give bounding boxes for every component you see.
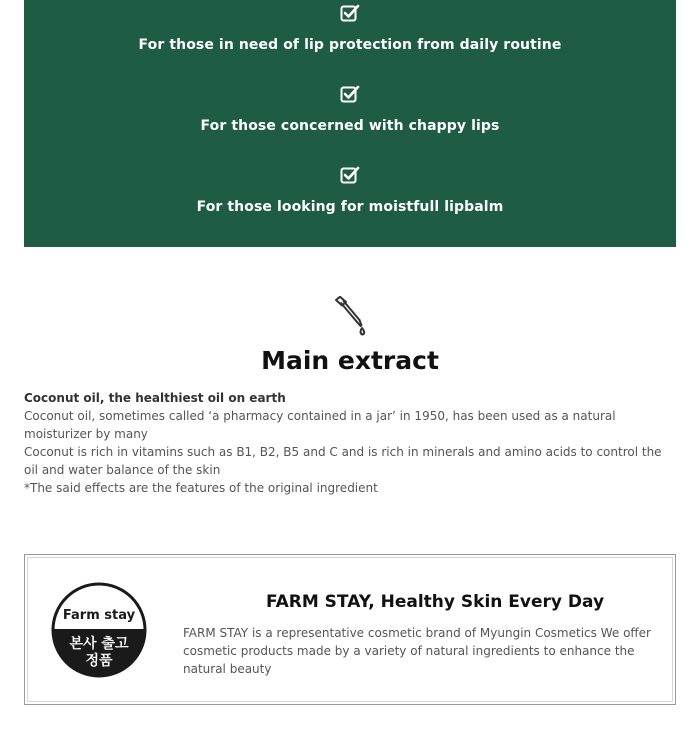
- extract-paragraph: *The said effects are the features of the original ingredient: [24, 481, 378, 495]
- benefit-text: For those in need of lip protection from daily routine: [138, 37, 562, 53]
- checkbox-checked-icon: [340, 3, 360, 23]
- brand-title: FARM STAY, Healthy Skin Every Day: [265, 592, 605, 612]
- extract-subhead: Coconut oil, the healthiest oil on earth: [24, 391, 286, 405]
- benefit-item: [24, 165, 676, 215]
- benefit-text: For those looking for moistfull lipbalm: [196, 199, 504, 215]
- brand-card: [24, 554, 676, 705]
- extract-paragraph: Coconut is rich in vitamins such as B1, B2, B5 and C and is rich in minerals and amino acids to control the oil and water balance of the skin: [24, 445, 662, 477]
- checkbox-checked-icon: [340, 84, 360, 104]
- brand-description: FARM STAY is a representative cosmetic brand of Myungin Cosmetics We offer cosmetic products made by a variety of natural ingredients to enhance the natural beauty: [183, 626, 651, 676]
- benefits-panel: [24, 0, 676, 247]
- benefit-text: For those concerned with chappy lips: [200, 118, 500, 134]
- badge-line-1: 본사 출고: [69, 636, 129, 652]
- benefit-item: [24, 3, 676, 53]
- benefit-item: [24, 84, 676, 134]
- main-extract-title: Main extract: [261, 346, 439, 375]
- authentic-product-badge: [51, 582, 147, 678]
- extract-paragraph: Coconut oil, sometimes called ‘a pharmacy contained in a jar’ in 1950, has been used as a natural moisturizer by many: [24, 409, 616, 441]
- badge-logo-text: Farm stay: [62, 608, 136, 623]
- checkbox-checked-icon: [340, 165, 360, 185]
- badge-line-2: 정품: [85, 653, 113, 669]
- dropper-icon: [333, 296, 367, 336]
- extract-description: [24, 389, 664, 497]
